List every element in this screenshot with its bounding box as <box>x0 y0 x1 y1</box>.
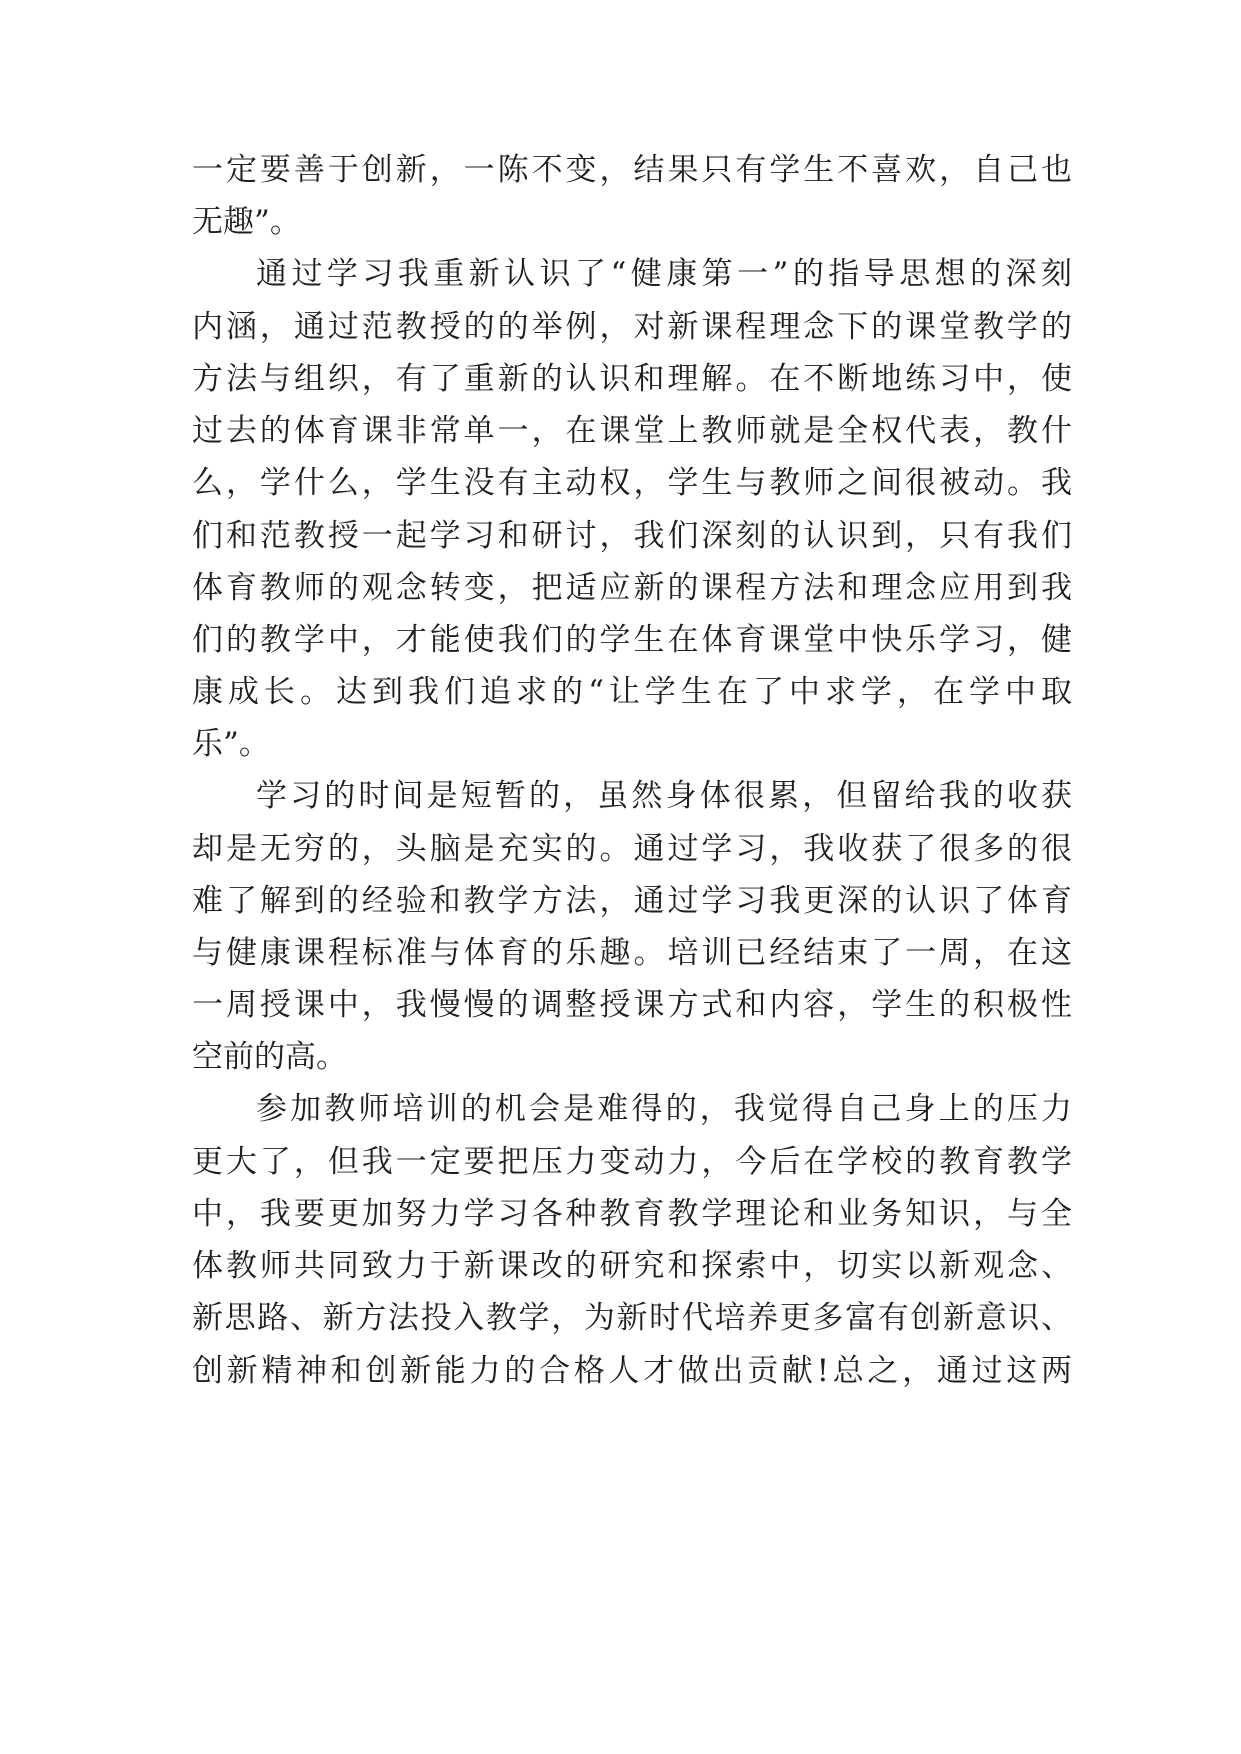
text-line: 乐”。 <box>192 726 270 762</box>
text-line: 一定要善于创新，一陈不变，结果只有学生不喜欢，自己也 <box>192 152 1072 188</box>
paragraph-first-line: 通过学习我重新认识了“健康第一”的指导思想的深刻 <box>256 256 1072 292</box>
text-line: 们和范教授一起学习和研讨，我们深刻的认识到，只有我们 <box>192 518 1072 554</box>
text-line: 创新精神和创新能力的合格人才做出贡献!总之，通过这两 <box>192 1353 1072 1389</box>
text-line: 更大了，但我一定要把压力变动力，今后在学校的教育教学 <box>192 1144 1072 1180</box>
text-line: 空前的高。 <box>192 1039 347 1075</box>
text-line: 与健康课程标准与体育的乐趣。培训已经结束了一周，在这 <box>192 935 1072 971</box>
text-line: 么，学什么，学生没有主动权，学生与教师之间很被动。我 <box>192 465 1072 501</box>
paragraph-first-line: 参加教师培训的机会是难得的，我觉得自己身上的压力 <box>256 1091 1072 1127</box>
paragraph-first-line: 学习的时间是短暂的，虽然身体很累，但留给我的收获 <box>256 778 1072 814</box>
text-line: 过去的体育课非常单一，在课堂上教师就是全权代表，教什 <box>192 413 1072 449</box>
text-line: 体教师共同致力于新课改的研究和探索中，切实以新观念、 <box>192 1248 1072 1284</box>
text-line: 方法与组织，有了重新的认识和理解。在不断地练习中，使 <box>192 361 1072 397</box>
text-line: 康成长。达到我们追求的“让学生在了中求学，在学中取 <box>192 674 1072 710</box>
text-line: 们的教学中，才能使我们的学生在体育课堂中快乐学习，健 <box>192 622 1072 658</box>
text-line: 无趣”。 <box>192 204 301 240</box>
text-line: 一周授课中，我慢慢的调整授课方式和内容，学生的积极性 <box>192 987 1072 1023</box>
text-line: 新思路、新方法投入教学，为新时代培养更多富有创新意识、 <box>192 1300 1072 1336</box>
text-line: 体育教师的观念转变，把适应新的课程方法和理念应用到我 <box>192 570 1072 606</box>
text-line: 中，我要更加努力学习各种教育教学理论和业务知识，与全 <box>192 1196 1072 1232</box>
text-line: 内涵，通过范教授的的举例，对新课程理念下的课堂教学的 <box>192 309 1072 345</box>
text-line: 难了解到的经验和教学方法，通过学习我更深的认识了体育 <box>192 883 1072 919</box>
text-line: 却是无穷的，头脑是充实的。通过学习，我收获了很多的很 <box>192 831 1072 867</box>
